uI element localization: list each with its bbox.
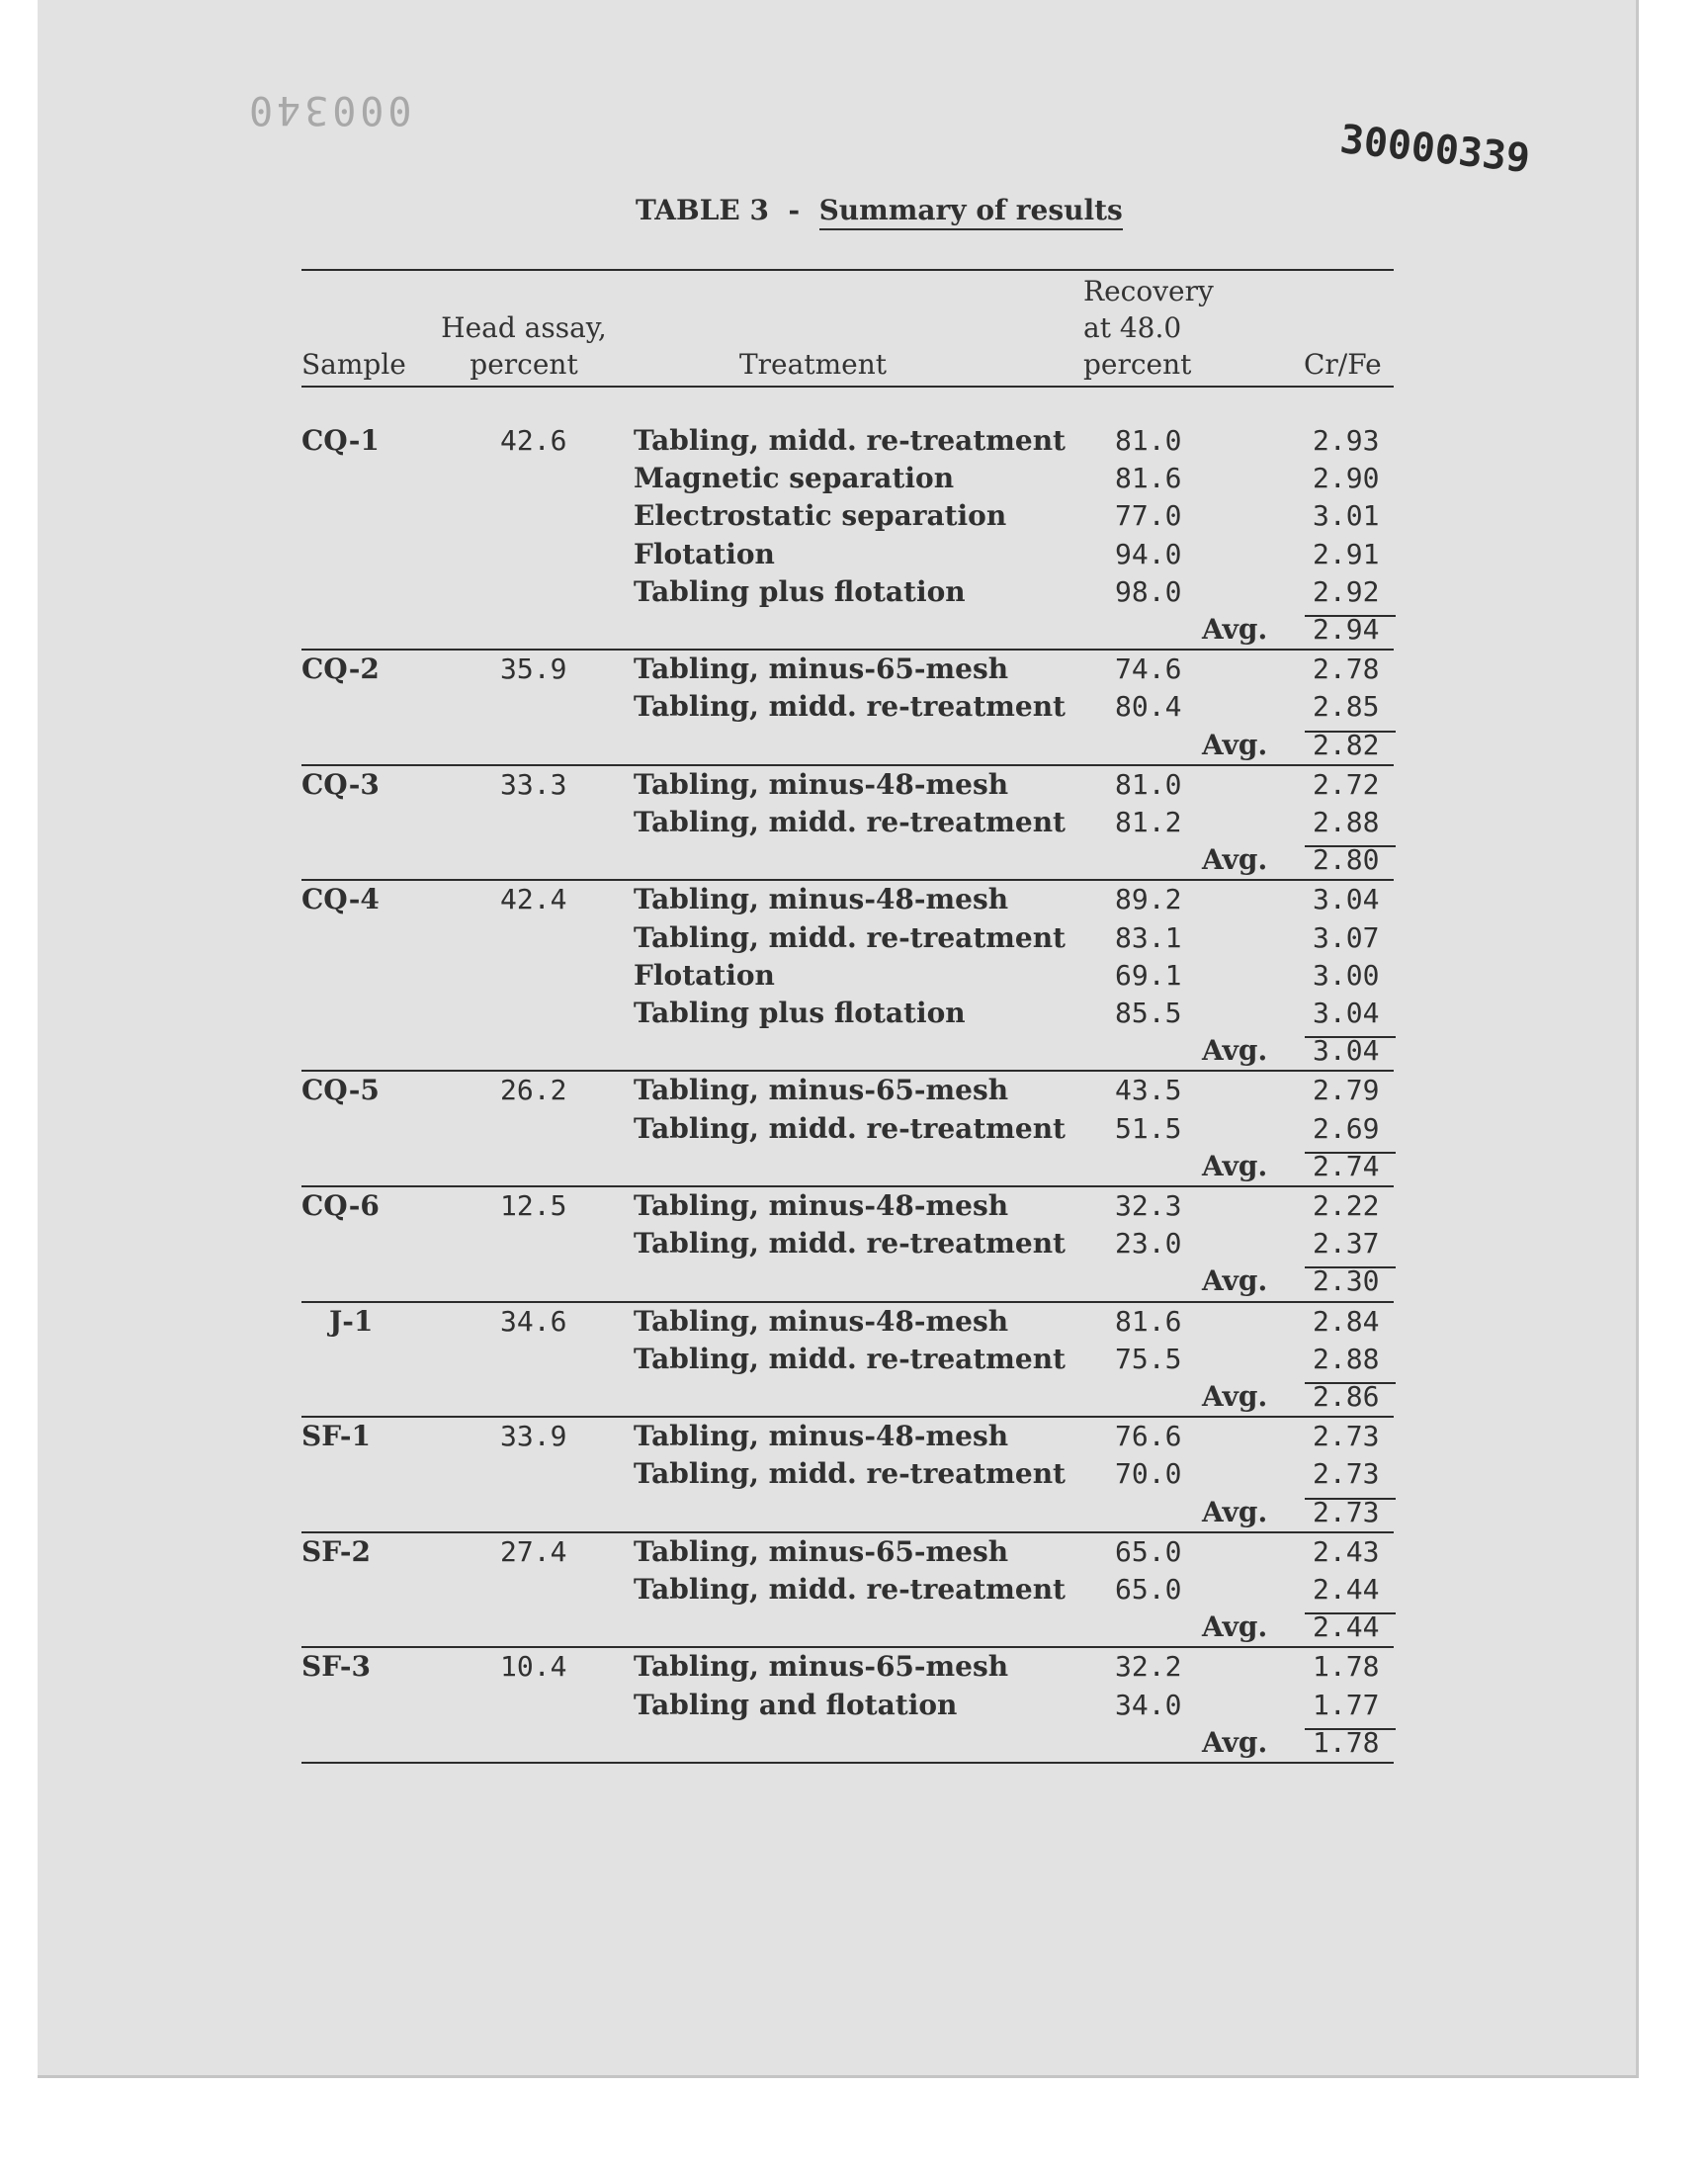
crfe-cell: 1.77 <box>1313 1688 1380 1721</box>
treatment-cell: Flotation <box>634 537 775 570</box>
header-sample: Sample <box>301 348 406 381</box>
sample-cell: CQ-5 <box>301 1074 380 1107</box>
recovery-cell: 81.0 <box>1115 424 1182 457</box>
average-value: 2.80 <box>1313 843 1380 877</box>
average-value: 2.82 <box>1313 728 1380 761</box>
sample-cell: J-1 <box>329 1304 374 1338</box>
recovery-cell: 51.5 <box>1115 1111 1182 1145</box>
recovery-cell: 65.0 <box>1115 1573 1182 1606</box>
recovery-cell: 77.0 <box>1115 499 1182 533</box>
treatment-cell: Tabling, minus-65-mesh <box>634 652 1009 686</box>
treatment-cell: Tabling, midd. re-treatment <box>634 1457 1066 1491</box>
recovery-cell: 94.0 <box>1115 537 1182 570</box>
treatment-cell: Tabling, midd. re-treatment <box>634 1111 1066 1145</box>
recovery-cell: 32.3 <box>1115 1189 1182 1222</box>
group-separator <box>301 1185 1394 1187</box>
group-separator <box>301 879 1394 881</box>
treatment-cell: Tabling plus flotation <box>634 997 966 1029</box>
document-page <box>38 0 1639 2078</box>
average-label: Avg. <box>1202 1264 1268 1298</box>
average-value: 2.74 <box>1313 1149 1380 1182</box>
sample-cell: CQ-4 <box>301 883 380 916</box>
sample-cell: CQ-6 <box>301 1189 380 1222</box>
crfe-cell: 2.73 <box>1313 1420 1380 1453</box>
crfe-cell: 3.01 <box>1313 499 1380 533</box>
recovery-cell: 69.1 <box>1115 958 1182 992</box>
head-assay-cell: 27.4 <box>500 1534 567 1568</box>
crfe-cell: 2.92 <box>1313 574 1380 608</box>
group-separator <box>301 1416 1394 1418</box>
crfe-cell: 2.69 <box>1313 1111 1380 1145</box>
group-separator <box>301 764 1394 766</box>
group-separator <box>301 1301 1394 1303</box>
crfe-cell: 2.84 <box>1313 1304 1380 1338</box>
head-assay-cell: 34.6 <box>500 1304 567 1338</box>
recovery-cell: 81.6 <box>1115 1304 1182 1338</box>
table-title-main: Summary of results <box>819 194 1123 230</box>
average-label: Avg. <box>1202 1495 1268 1528</box>
group-separator <box>301 1070 1394 1072</box>
average-label: Avg. <box>1202 613 1268 646</box>
header-recovery-line1: Recovery <box>1083 275 1214 307</box>
sample-cell: SF-2 <box>301 1534 371 1568</box>
treatment-cell: Tabling, midd. re-treatment <box>634 1227 1066 1261</box>
average-label: Avg. <box>1202 1034 1268 1068</box>
crfe-cell: 2.88 <box>1313 1342 1380 1375</box>
average-label: Avg. <box>1202 1610 1268 1644</box>
header-recovery-line2: at 48.0 <box>1083 311 1182 344</box>
average-value: 2.73 <box>1313 1495 1380 1528</box>
treatment-cell: Tabling and flotation <box>634 1688 958 1721</box>
recovery-cell: 89.2 <box>1115 883 1182 916</box>
head-assay-cell: 12.5 <box>500 1189 567 1222</box>
treatment-cell: Tabling, midd. re-treatment <box>634 1342 1066 1375</box>
crfe-cell: 2.37 <box>1313 1227 1380 1261</box>
recovery-cell: 23.0 <box>1115 1227 1182 1261</box>
crfe-cell: 2.88 <box>1313 806 1380 838</box>
treatment-cell: Flotation <box>634 958 775 992</box>
recovery-cell: 34.0 <box>1115 1688 1182 1721</box>
header-crfe: Cr/Fe <box>1304 348 1382 381</box>
recovery-cell: 85.5 <box>1115 997 1182 1029</box>
crfe-cell: 2.44 <box>1313 1573 1380 1606</box>
average-value: 2.44 <box>1313 1610 1380 1644</box>
sample-cell: CQ-3 <box>301 767 380 801</box>
head-assay-cell: 42.4 <box>500 883 567 916</box>
treatment-cell: Tabling, minus-48-mesh <box>634 1189 1009 1222</box>
table-title <box>636 194 1123 226</box>
average-label: Avg. <box>1202 1725 1268 1759</box>
crfe-cell: 2.22 <box>1313 1189 1380 1222</box>
crfe-cell: 1.78 <box>1313 1650 1380 1684</box>
treatment-cell: Electrostatic separation <box>634 499 1007 533</box>
head-assay-cell: 26.2 <box>500 1074 567 1107</box>
treatment-cell: Tabling plus flotation <box>634 574 966 608</box>
treatment-cell: Magnetic separation <box>634 462 955 495</box>
recovery-cell: 83.1 <box>1115 920 1182 954</box>
crfe-cell: 3.07 <box>1313 920 1380 954</box>
group-separator <box>301 1531 1394 1533</box>
recovery-cell: 43.5 <box>1115 1074 1182 1107</box>
treatment-cell: Tabling, minus-48-mesh <box>634 1420 1009 1453</box>
average-label: Avg. <box>1202 843 1268 877</box>
header-recovery-line3: percent <box>1083 348 1192 381</box>
average-label: Avg. <box>1202 1380 1268 1413</box>
recovery-cell: 80.4 <box>1115 690 1182 724</box>
head-assay-cell: 33.9 <box>500 1420 567 1453</box>
treatment-cell: Tabling, midd. re-treatment <box>634 1573 1066 1606</box>
crfe-cell: 3.04 <box>1313 997 1380 1029</box>
treatment-cell: Tabling, minus-48-mesh <box>634 883 1009 916</box>
sample-cell: SF-1 <box>301 1420 371 1453</box>
sample-cell: SF-3 <box>301 1650 371 1684</box>
sample-cell: CQ-1 <box>301 424 380 457</box>
crfe-cell: 2.93 <box>1313 424 1380 457</box>
table-title-prefix: TABLE 3 - <box>636 194 819 226</box>
recovery-cell: 81.6 <box>1115 462 1182 495</box>
group-separator <box>301 649 1394 651</box>
recovery-cell: 76.6 <box>1115 1420 1182 1453</box>
sample-cell: CQ-2 <box>301 652 380 686</box>
crfe-cell: 2.91 <box>1313 537 1380 570</box>
crfe-cell: 2.79 <box>1313 1074 1380 1107</box>
recovery-cell: 74.6 <box>1115 652 1182 686</box>
crfe-cell: 2.90 <box>1313 462 1380 495</box>
crfe-cell: 2.72 <box>1313 767 1380 801</box>
crfe-cell: 2.78 <box>1313 652 1380 686</box>
head-assay-cell: 10.4 <box>500 1650 567 1684</box>
page-stamp-right: 30000339 <box>1337 117 1533 183</box>
average-value: 3.04 <box>1313 1034 1380 1068</box>
average-value: 1.78 <box>1313 1725 1380 1759</box>
head-assay-cell: 35.9 <box>500 652 567 686</box>
recovery-cell: 81.2 <box>1115 806 1182 838</box>
head-assay-cell: 42.6 <box>500 424 567 457</box>
treatment-cell: Tabling, midd. re-treatment <box>634 424 1066 457</box>
recovery-cell: 81.0 <box>1115 767 1182 801</box>
treatment-cell: Tabling, midd. re-treatment <box>634 806 1066 838</box>
average-value: 2.86 <box>1313 1380 1380 1413</box>
crfe-cell: 2.85 <box>1313 690 1380 724</box>
average-label: Avg. <box>1202 728 1268 761</box>
treatment-cell: Tabling, midd. re-treatment <box>634 690 1066 724</box>
treatment-cell: Tabling, midd. re-treatment <box>634 920 1066 954</box>
header-head-assay-line1: Head assay, <box>441 311 607 344</box>
group-separator <box>301 1762 1394 1764</box>
recovery-cell: 75.5 <box>1115 1342 1182 1375</box>
header-head-assay-line2: percent <box>470 348 578 381</box>
treatment-cell: Tabling, minus-65-mesh <box>634 1074 1009 1107</box>
average-value: 2.94 <box>1313 613 1380 646</box>
crfe-cell: 2.73 <box>1313 1457 1380 1491</box>
table-header-rule <box>301 386 1394 388</box>
treatment-cell: Tabling, minus-65-mesh <box>634 1534 1009 1568</box>
treatment-cell: Tabling, minus-48-mesh <box>634 1304 1009 1338</box>
crfe-cell: 2.43 <box>1313 1534 1380 1568</box>
recovery-cell: 98.0 <box>1115 574 1182 608</box>
recovery-cell: 65.0 <box>1115 1534 1182 1568</box>
average-value: 2.30 <box>1313 1264 1380 1298</box>
recovery-cell: 70.0 <box>1115 1457 1182 1491</box>
head-assay-cell: 33.3 <box>500 767 567 801</box>
treatment-cell: Tabling, minus-48-mesh <box>634 767 1009 801</box>
crfe-cell: 3.00 <box>1313 958 1380 992</box>
page-stamp-left: 000340 <box>245 87 412 132</box>
table-top-rule <box>301 269 1394 271</box>
header-treatment: Treatment <box>739 348 887 381</box>
recovery-cell: 32.2 <box>1115 1650 1182 1684</box>
crfe-cell: 3.04 <box>1313 883 1380 916</box>
treatment-cell: Tabling, minus-65-mesh <box>634 1650 1009 1684</box>
average-label: Avg. <box>1202 1149 1268 1182</box>
group-separator <box>301 1646 1394 1648</box>
